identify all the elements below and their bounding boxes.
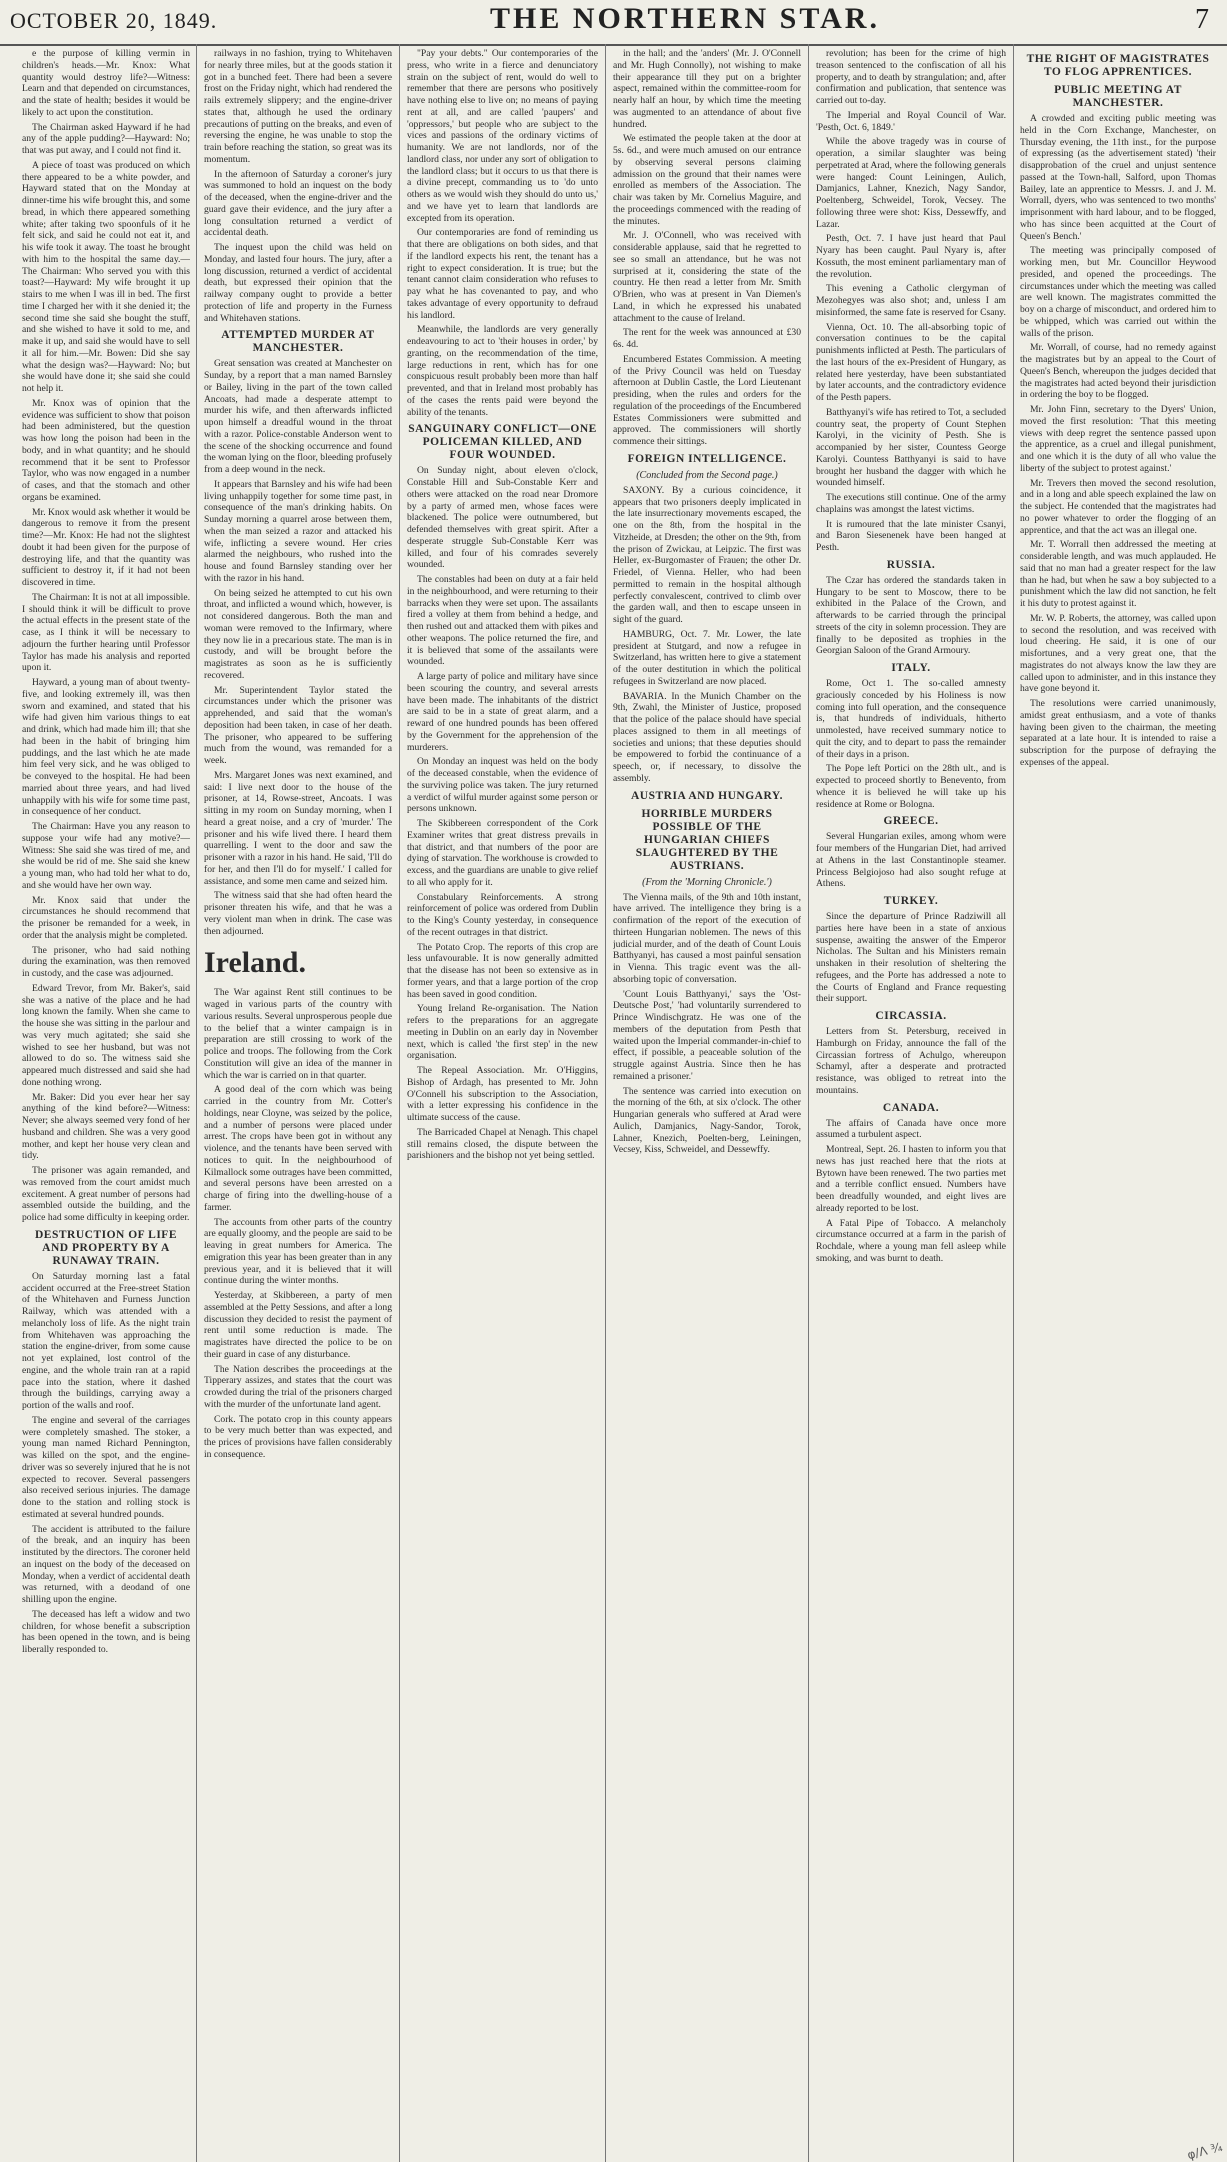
article-subheading: (Concluded from the Second page.) <box>636 469 778 481</box>
article-paragraph: Mrs. Margaret Jones was next examined, and said: I live next door to the house of the prisoner, at 14, Rowse-street, Ancoats. I was sitting in my room on Sunday morning, when I heard a great noise, and a cry of 'murder.' The prisoner and his wife lived there. I heard them quarrelling. I went to the door and saw the prisoner with a razor in his hand. He said, 'I'll do for her, and then I'll do for myself.' I called for assistance, and some men came and seized him. <box>204 769 392 887</box>
article-paragraph: The Barricaded Chapel at Nenagh. This chapel still remains closed, the dispute between the parishioners and the bishop not yet being settled. <box>407 1126 598 1162</box>
article-paragraph: Our contemporaries are fond of reminding us that there are obligations on both sides, and that if the landlord expects his rent, the tenant has a right to expect consideration. It is true; but the tenant cannot claim consideration who refuses to pay what he has covenanted to pay, and who takes advantage of every opportunity to defraud his landlord. <box>407 227 598 321</box>
article-paragraph: Mr. J. O'Connell, who was received with considerable applause, said that he regretted to see so small an attendance, but he was not surprised at it, considering the state of the country. He then read a letter from Mr. Smith O'Brien, who was at present in Van Diemen's Land, in which he expressed his unabated attachment to the cause of Ireland. <box>613 230 801 324</box>
article-paragraph: Meanwhile, the landlords are very generally endeavouring to act to 'their houses in order,' by granting, on the recommendation of the time, large reductions in rent, which has for one conspicuous result probably been more than half prevented, and that in Ireland most probably has of the cases the rents paid were beyond the ability of the tenants. <box>407 324 598 418</box>
article-paragraph: It appears that Barnsley and his wife had been living unhappily together for some time past, in consequence of the man's drinking habits. On Sunday morning a quarrel arose between them, when the man seized a razor and attacked his wife, inflicting a severe wound. Her cries alarmed the neighbours, who rushed into the house and found Barnsley standing over her with the razor in his hand. <box>204 478 392 584</box>
article-paragraph: revolution; has been for the crime of high treason sentenced to the confiscation of all his property, and to death by strangulation; and, after confirmation and publication, that sentence was carried out to-day. <box>816 48 1006 106</box>
article-headline: ITALY. <box>891 662 931 674</box>
issue-date: OCTOBER 20, 1849. <box>10 8 218 33</box>
article-paragraph: Mr. Baker: Did you ever hear her say anything of the kind before?—Witness: Never; she always seemed very fond of her husband and children. She was a very good mother, and kept her house very clean and tidy. <box>22 1091 190 1162</box>
article-paragraph: The Pope left Portici on the 28th ult., and is expected to proceed shortly to Benevento, from whence it is believed he will take up his residence at Rome or Bologna. <box>816 763 1006 810</box>
column-5 <box>816 48 1006 2158</box>
article-paragraph: Young Ireland Re-organisation. The Nation refers to the preparations for an aggregate meeting in Dublin on an early day in November next, which is called 'the first step' in the new organisation. <box>407 1003 598 1062</box>
article-headline: HORRIBLE MURDERS POSSIBLE OF THE HUNGARIAN CHIEFS SLAUGHTERED BY THE AUSTRIANS. <box>635 807 779 872</box>
section-heading: Ireland. <box>204 946 306 980</box>
article-paragraph: Montreal, Sept. 26. I hasten to inform you that news has just reached here that the riots at Bytown have been renewed. The two parties met and a terrible conflict ensued. Numbers have been dreadfully wounded, and eight lives are already reported to be lost. <box>816 1144 1006 1214</box>
article-paragraph: The deceased has left a widow and two children, for whose benefit a subscription has been opened in the town, and is being liberally responded to. <box>22 1608 190 1655</box>
column-rule <box>1013 44 1014 2162</box>
article-headline: FOREIGN INTELLIGENCE. <box>627 452 787 465</box>
article-paragraph: Mr. John Finn, secretary to the Dyers' Union, moved the first resolution: 'That this meeting views with deep regret the sentence passed upon the apprentice, as a cruel and illegal punishment, and one which it is the duty of all who value the liberty of the subject to protest against.' <box>1020 404 1216 474</box>
article-headline: TURKEY. <box>883 895 939 907</box>
article-paragraph: e the purpose of killing vermin in children's heads.—Mr. Knox: What quantity would destroy life?—Witness: Learn and that depended on circumstances, and the state of health; besides it would be likely to act upon the constitution. <box>22 48 190 118</box>
article-paragraph: The inquest upon the child was held on Monday, and lasted four hours. The jury, after a long discussion, returned a verdict of accidental death, but expressed their opinion that the railway company ought to provide a better protection of life and property in the Furness and Whitehaven stations. <box>204 242 392 324</box>
article-paragraph: Letters from St. Petersburg, received in Hamburgh on Friday, announce the fall of the Circassian fortress of Achulgo, whereupon Schamyl, after a desperate and protracted resistance, was obliged to retreat into the mountains. <box>816 1026 1006 1096</box>
article-paragraph: 'Count Louis Batthyanyi,' says the 'Ost-Deutsche Post,' 'had voluntarily surrendered to Prince Windischgratz. He was one of the members of the deputation from Pesth that waited upon the Imperial commander-in-chief to effect, if possible, a peaceable solution of the struggle against Austria. Since then he has remained a prisoner.' <box>613 988 801 1082</box>
article-paragraph: A piece of toast was produced on which there appeared to be a white powder, and Hayward stated that on the Monday at dinner-time his wife brought this, and some bread, in which there appeared something white; after taking two spoonfuls of it he felt sick, and said he could not eat it, and his wife took it away. The toast he brought with him to the hospital the same day.—The Chairman: Who served you with this toast?—Hayward: My wife brought it up stairs to me when I was ill in bed. The first time I charged her with it she denied it; the second time she said she bought the stuff, and she wished to have it sold to me, and make it up, and said she would have to sell it all for him.—Mr. Bowen: Did she say what the design was?—Hayward: No; but she would have done it; she said she could not help it. <box>22 159 190 394</box>
article-paragraph: The Repeal Association. Mr. O'Higgins, Bishop of Ardagh, has presented to Mr. John O'Connell his subscription to the Association, with a letter expressing his confidence in the ultimate success of the cause. <box>407 1065 598 1123</box>
article-paragraph: in the hall; and the 'anders' (Mr. J. O'Connell and Mr. Hugh Connolly), not wishing to make their appearance till they put on a brighter aspect, remained within the committee-room for nearly half an hour, by which time the meeting was augmented to an attendance of about five hundred. <box>613 48 801 130</box>
article-paragraph: A Fatal Pipe of Tobacco. A melancholy circumstance occurred at a farm in the parish of Rochdale, where a young man fell asleep while smoking, and was burnt to death. <box>816 1217 1006 1264</box>
article-paragraph: The Czar has ordered the standards taken in Hungary to be sent to Moscow, there to be exhibited in the Palace of the Crown, and afterwards to be carried through the principal streets of the city in solemn procession. They are finally to be deposited as trophies in the Georgian Saloon of the Grand Armoury. <box>816 574 1006 657</box>
article-paragraph: The rent for the week was announced at £30 6s. 4d. <box>613 327 801 350</box>
article-paragraph: Vienna, Oct. 10. The all-absorbing topic of conversation continues to be the capital punishments inflicted at Pesth. The particulars of the last hours of the ex-President of Hungary, as related here yesterday, have been substantiated by later accounts, and the contradictory evidence of the Pesth papers. <box>816 321 1006 403</box>
article-paragraph: The constables had been on duty at a fair held in the neighbourhood, and were returning to their barracks when they were set upon. The assailants fired a volley at them from behind a hedge, and then rushed out and attacked them with pikes and other weapons. The police returned the fire, and it is believed that some of the assailants were wounded. <box>407 574 598 668</box>
article-paragraph: Encumbered Estates Commission. A meeting of the Privy Council was held on Tuesday afternoon at Dublin Castle, the Lord Lieutenant presiding, when the rules and orders for the regulation of the proceedings of the Encumbered Estates Commissioners were submitted and approved. The commissioners will shortly commence their sittings. <box>613 353 801 447</box>
column-rule <box>605 44 606 2162</box>
article-paragraph: The witness said that she had often heard the prisoner threaten his wife, and that he was a very violent man when in drink. The case was then adjourned. <box>204 890 392 937</box>
article-paragraph: The Chairman: It is not at all impossible. I should think it will be difficult to prove the actual effects in the present state of the case, as I think it will be necessary to adjourn the further hearing until Professor Taylor has made his analysis and reported upon it. <box>22 591 190 674</box>
column-rule <box>808 44 809 2162</box>
article-paragraph: The engine and several of the carriages were completely smashed. The stoker, a young man named Richard Pennington, was killed on the spot, and the engine-driver was so severely injured that he is not expected to recover. Several passengers also received serious injuries. The damage done to the station and rolling stock is estimated at several hundred pounds. <box>22 1414 190 1520</box>
article-paragraph: The Potato Crop. The reports of this crop are less unfavourable. It is now generally admitted that the disease has not been so extensive as in former years, and that a large portion of the crop has been saved in good condition. <box>407 941 598 1000</box>
article-headline: GREECE. <box>883 815 939 828</box>
article-subheading: (From the 'Morning Chronicle.') <box>642 876 772 888</box>
article-paragraph: On Saturday morning last a fatal accident occurred at the Free-street Station of the Whitehaven and Furness Junction Railway, which was attended with a melancholy loss of life. As the night train from Whitehaven was approaching the station the engine-driver, from some cause not yet explained, lost control of the engine, and the whole train ran at a rapid pace into the station, where it dashed through the buildings, carrying away a portion of the walls and roof. <box>22 1270 190 1411</box>
article-paragraph: Constabulary Reinforcements. A strong reinforcement of police was ordered from Dublin to the King's County yesterday, in consequence of the recent outrages in that district. <box>407 891 598 938</box>
article-paragraph: The sentence was carried into execution on the morning of the 6th, at six o'clock. The other Hungarian generals who suffered at Arad were Aulich, Damjanics, Nagy-Sandor, Torok, Lahner, Knezich, Poelten-berg, Leiningen, Vecsey, Kiss, Schweidel, and Dessewffy. <box>613 1085 801 1156</box>
article-paragraph: The Vienna mails, of the 9th and 10th instant, have arrived. The intelligence they bring is a confirmation of the report of the execution of thirteen Hungarian noblemen. The news of this judicial murder, and of the death of Count Louis Batthyanyi, has caused a most painful sensation in Vienna. This tragic event was the all-absorbing topic of conversation. <box>613 891 801 985</box>
article-paragraph: Pesth, Oct. 7. I have just heard that Paul Nyary has been caught. Paul Nyary is, after Kossuth, the most eminent parliamentary man of the revolution. <box>816 233 1006 280</box>
article-paragraph: Mr. T. Worrall then addressed the meeting at considerable length, and was much applauded. He said that no man had a greater respect for the law than he had, but when he saw a boy subjected to a punishment which the law did not sanction, he felt it his duty to protest against it. <box>1020 539 1216 609</box>
article-paragraph: Mr. Knox said that under the circumstances he should recommend that the prisoner be remanded for a week, in order that the analysis might be completed. <box>22 894 190 941</box>
article-paragraph: The accident is attributed to the failure of the break, and an inquiry has been instituted by the directors. The coroner held an inquest on the body of the deceased on Monday, when a verdict of accidental death was returned, with a deodand of one shilling upon the engine. <box>22 1523 190 1605</box>
article-paragraph: The resolutions were carried unanimously, amidst great enthusiasm, and a vote of thanks having been given to the chairman, the meeting separated at a late hour. It is intended to raise a subscription for the purpose of defraying the expenses of the appeal. <box>1020 698 1216 768</box>
article-headline: CIRCASSIA. <box>875 1010 947 1022</box>
article-headline: PUBLIC MEETING AT MANCHESTER. <box>1054 84 1182 109</box>
article-paragraph: On Sunday night, about eleven o'clock, Constable Hill and Sub-Constable Kerr and others were attacked on the road near Dromore by a party of armed men, whose faces were blackened. The police were outnumbered, but defended themselves with great spirit. After a desperate struggle Sub-Constable Kerr was killed, and four of his comrades severely wounded. <box>407 465 598 571</box>
article-paragraph: The Skibbereen correspondent of the Cork Examiner writes that great distress prevails in that district, and that numbers of the poor are dying of starvation. The workhouse is crowded to excess, and the guardians are unable to give relief to all who apply for it. <box>407 818 598 888</box>
article-paragraph: Several Hungarian exiles, among whom were four members of the Hungarian Diet, had arrived at Athens in the last Constantinople steamer. Princess Belgiojoso had also sought refuge at Athens. <box>816 831 1006 890</box>
article-paragraph: Yesterday, at Skibbereen, a party of men assembled at the Petty Sessions, and after a long discussion they decided to resist the payment of rent until some reduction is made. The magistrates have directed the police to be on their guard in case of any disturbance. <box>204 1290 392 1360</box>
article-paragraph: Hayward, a young man of about twenty-five, and looking extremely ill, was then sworn and examined, and stated that his wife had given him various things to eat and drink, which had made him ill; that she had been in the habit of bringing him puddings, and the last which he ate made him feel very sick, and he was obliged to be conveyed to the hospital. He had been married about three years, and had lived unhappily with his wife for some time past, in consequence of her conduct. <box>22 677 190 818</box>
article-paragraph: The prisoner was again remanded, and was removed from the court amidst much excitement. A great number of persons had assembled outside the building, and the police had some difficulty in keeping order. <box>22 1165 190 1223</box>
article-paragraph: This evening a Catholic clergyman of Mezohegyes was also shot; and, unless I am misinformed, the same fate is reserved for Csany. <box>816 283 1006 318</box>
article-paragraph: Mr. Trevers then moved the second resolution, and in a long and able speech explained the law on the subject. He contended that the magistrates had no power whatever to order the flogging of an apprentice, and that the act was an illegal one. <box>1020 477 1216 536</box>
article-paragraph: The accounts from other parts of the country are equally gloomy, and the people are said to be leaving in great numbers for America. The emigration this year has been greater than in any previous year, and it is believed that it will continue during the winter months. <box>204 1216 392 1287</box>
article-paragraph: Mr. Knox would ask whether it would be dangerous to remove it from the present time?—Mr. Knox: He had not the slightest doubt it had been given for the purpose of destroying life, and that the quantity was sufficient to destroy it, if it had not been discovered in time. <box>22 506 190 588</box>
article-headline: RUSSIA. <box>886 558 936 571</box>
article-headline: THE RIGHT OF MAGISTRATES TO FLOG APPRENTICES. <box>1026 53 1210 78</box>
article-paragraph: The Chairman: Have you any reason to suppose your wife had any motive?—Witness: She said she was tired of me, and she would be rid of me. She said she knew a young man, who had told her what to do, and she would have her own way. <box>22 821 190 891</box>
article-paragraph: The affairs of Canada have once more assumed a turbulent aspect. <box>816 1117 1006 1141</box>
article-paragraph: Mr. Worrall, of course, had no remedy against the magistrates but by an appeal to the Court of Queen's Bench, whereupon the judges decided that the magistrates had acted beyond their jurisdiction in ordering the boy to be flogged. <box>1020 342 1216 401</box>
article-paragraph: The meeting was principally composed of working men, but Mr. Councillor Heywood presided, and opened the proceedings. The circumstances under which the meeting was called are well known. The magistrates committed the boy on a charge of misconduct, and ordered him to be whipped, which was carried out within the walls of the prison. <box>1020 245 1216 339</box>
column-1 <box>22 48 190 2158</box>
handwritten-mark: φ/Λ ³⁄₄ <box>1186 2139 1225 2162</box>
masthead <box>0 0 1227 46</box>
article-paragraph: railways in no fashion, trying to Whitehaven for nearly three miles, but at the goods station it got in a bunched feet. There had been a severe frost on the Friday night, which had rendered the rails extremely slippery; and the engine-driver states that, although he used the ordinary precautions of putting on the breaks, and even of reversing the engine, he was unable to stop the train before reaching the station, so great was its momentum. <box>204 48 392 165</box>
article-paragraph: A crowded and exciting public meeting was held in the Corn Exchange, Manchester, on Thursday evening, the 11th inst., for the purpose of expressing (as the advertisement stated) 'their disapprobation of the cruel and unjust sentence passed at the Town-hall, Salford, upon Thomas Bailey, late an apprentice to Messrs. J. and J. M. Worrall, dyers, who was sentenced to two months' imprisonment with hard labour, and to be flogged, who has since been acquitted at the Court of Queen's Bench.' <box>1020 113 1216 242</box>
article-paragraph: In the afternoon of Saturday a coroner's jury was summoned to hold an inquest on the body of the deceased, when the engine-driver and the guard gave their evidence, and the jury after a long consultation returned a verdict of accidental death. <box>204 168 392 239</box>
article-paragraph: Mr. W. P. Roberts, the attorney, was called upon to second the resolution, and was received with loud cheering. He said, it is one of our misfortunes, and a very great one, that the magistrates do not always know the law they are called upon to administer, and in this instance they have gone beyond it. <box>1020 612 1216 695</box>
article-paragraph: The Chairman asked Hayward if he had any of the apple pudding?—Hayward: No; that was put away, and I could not find it. <box>22 121 190 156</box>
article-paragraph: Rome, Oct 1. The so-called amnesty graciously conceded by his Holiness is now coming into full operation, and the consequence is, that hundreds of individuals, hitherto unmolested, have received summary notice to quit the city, and to depart to pass the remainder of their days in a prison. <box>816 678 1006 760</box>
article-paragraph: Cork. The potato crop in this county appears to be very much better than was expected, and the prices of provisions have fallen considerably in consequence. <box>204 1413 392 1460</box>
article-headline: AUSTRIA AND HUNGARY. <box>631 789 783 802</box>
column-6 <box>1020 48 1216 2158</box>
article-paragraph: BAVARIA. In the Munich Chamber on the 9th, Zwahl, the Minister of Justice, proposed that the police of the palace should have special places assigned to them in all meetings of societies and unions; that these deputies should be empowered to forbid the continuance of a speech, or, if necessary, to dissolve the assembly. <box>613 690 801 784</box>
article-paragraph: The Nation describes the proceedings at the Tipperary assizes, and states that the court was crowded during the trial of the prisoners charged with the murder of the unfortunate land agent. <box>204 1363 392 1410</box>
article-paragraph: The War against Rent still continues to be waged in various parts of the country with various results. Several unprosperous people due to the belief that a winter campaign is in preparation are still crossing to work of the police and troops. The following from the Cork Constitution will give an idea of the manner in which the war is carried on in that quarter. <box>204 987 392 1081</box>
article-headline: SANGUINARY CONFLICT—ONE POLICEMAN KILLED, AND FOUR WOUNDED. <box>408 423 597 462</box>
article-paragraph: A good deal of the corn which was being carried in the country from Mr. Cotter's holdings, near Cloyne, was seized by the police, and a number of persons were placed under arrest. The crops have been got in without any violence, and the tenants have been served with notices to quit. In the neighbourhood of Kilmallock some outrages have been committed, and several persons have been arrested on a charge of firing into the dwelling-house of a farmer. <box>204 1084 392 1213</box>
column-3 <box>407 48 598 2158</box>
article-paragraph: The prisoner, who had said nothing during the examination, was then removed in custody, and the case was adjourned. <box>22 944 190 979</box>
article-headline: DESTRUCTION OF LIFE AND PROPERTY BY A RUNAWAY TRAIN. <box>35 1228 177 1267</box>
article-paragraph: The executions still continue. One of the army chaplains was amongst the latest victims. <box>816 492 1006 515</box>
article-paragraph: Batthyanyi's wife has retired to Tot, a secluded country seat, the property of Count Stephen Karolyi, in the vicinity of Pesth. She is accompanied by her sister, Countess George Karolyi. Countess Batthyanyi is said to have brought her husband the dagger with which he wounded himself. <box>816 406 1006 489</box>
article-paragraph: While the above tragedy was in course of operation, a similar slaughter was being perpetrated at Arad, where the following generals were hanged: Count Leiningen, Aulich, Damjanics, Lahner, Knezich, Nagy Sandor, Poeltenberg, Schweidel, Torok, Vecsey. The following three were shot: Kiss, Dessewffy, and Lazar. <box>816 136 1006 230</box>
article-headline: CANADA. <box>882 1101 940 1114</box>
article-paragraph: On Monday an inquest was held on the body of the deceased constable, when the evidence of the surviving police was taken. The jury returned a verdict of wilful murder against some person or persons unknown. <box>407 756 598 815</box>
article-paragraph: We estimated the people taken at the door at 5s. 6d., and were much amused on our entrance by observing several persons claiming admission on the ground that their names were enrolled as members of the Association. The chair was taken by Mr. Cornelius Maguire, and the proceedings commenced with the reading of the minutes. <box>613 133 801 227</box>
article-paragraph: The Imperial and Royal Council of War. 'Pesth, Oct. 6, 1849.' <box>816 109 1006 133</box>
article-paragraph: On being seized he attempted to cut his own throat, and inflicted a wound which, however, is not considered dangerous. Both the man and woman were removed to the Infirmary, where they now lie in a precarious state. The man is in custody, and will be brought before the magistrates as soon as he is sufficiently recovered. <box>204 587 392 681</box>
article-headline: ATTEMPTED MURDER AT MANCHESTER. <box>221 329 375 355</box>
article-paragraph: Mr. Knox was of opinion that the evidence was sufficient to show that poison had been administered, but the question was how long the poison had been in the body, and in what quantity; and he should recommend that it be sent to Professor Taylor, who was now engaged in a number of cases, and that the stomach and other organs be examined. <box>22 397 190 503</box>
article-paragraph: Since the departure of Prince Radziwill all parties here have been in a state of anxious suspense, awaiting the answer of the Emperor Nicholas. The Sultan and his Ministers remain unshaken in their resolution of sheltering the refugees, and the Porte has addressed a note to the Courts of England and France requesting their support. <box>816 911 1006 1005</box>
article-paragraph: HAMBURG, Oct. 7. Mr. Lower, the late president at Stutgard, and now a refugee in Switzerland, has written here to give a statement of the outer destitution in which the political refugees in Switzerland are now placed. <box>613 628 801 687</box>
column-4 <box>613 48 801 2158</box>
article-paragraph: "Pay your debts." Our contemporaries of the press, who write in a fierce and denunciatory strain on the subject of rent, would do well to remember that there are persons who positively have nothing else to live on; no means of paying rent at all, and are called 'paupers' and 'oppressors,' but people who are subject to the vices and passions of the ordinary victims of humanity. We are not landlords, nor of the landlord class, nor under any sort of obligation to the landlord class; but it occurs to us that there is a divine precept, commanding us to 'do unto others as we would wish they should do unto us,' and we have yet to learn that landlords are excepted from its operation. <box>407 48 598 224</box>
article-paragraph: Great sensation was created at Manchester on Sunday, by a report that a man named Barnsley or Bailey, living in the part of the town called Ancoats, had made a desperate attempt to murder his wife, and then afterwards inflicted upon himself a dreadful wound in the throat with a razor. Police-constable Anderson went to the scene of the shocking occurrence and found the woman lying on the floor, bleeding profusely from a deep wound in the neck. <box>204 358 392 475</box>
article-paragraph: A large party of police and military have since been scouring the country, and several arrests have been made. The inhabitants of the district are said to be in a state of great alarm, and a reward of one hundred pounds has been offered by the Government for the apprehension of the murderers. <box>407 671 598 753</box>
article-paragraph: Edward Trevor, from Mr. Baker's, said she was a native of the place and he had long known the family. When she came to the house she was sitting in the parlour and was very much agitated; she said she wished to see her husband, but was not allowed to do so. The witness said she appeared much distressed and said she had done nothing wrong. <box>22 982 190 1088</box>
column-rule <box>399 44 400 2162</box>
article-paragraph: It is rumoured that the late minister Csanyi, and Baron Siesenenek have been hanged at Pesth. <box>816 518 1006 553</box>
article-paragraph: SAXONY. By a curious coincidence, it appears that two prisoners deeply implicated in the late insurrectionary movements escaped, the one on the 8th, from the hospital in the Vitzheide, at Dresden; the other on the 9th, from the prison of Zwickau, at Leipzic. The first was Heller, ex-Burgomaster of Frauen; the other Dr. Friedel, of Vienna. Heller, who had been permitted to remain in the hospital although perfectly convalescent, contrived to climb over the garden wall, and then to escape unseen in sight of the guard. <box>613 484 801 625</box>
column-rule <box>196 44 197 2162</box>
article-paragraph: Mr. Superintendent Taylor stated the circumstances under which the prisoner was apprehended, and said that the woman's deposition had been taken, in case of her death. The prisoner, who appeared to be suffering much from the wound, was remanded for a week. <box>204 684 392 766</box>
newspaper-title: THE NORTHERN STAR. <box>490 2 880 35</box>
page-number: 7 <box>1195 4 1209 35</box>
column-2 <box>204 48 392 2158</box>
